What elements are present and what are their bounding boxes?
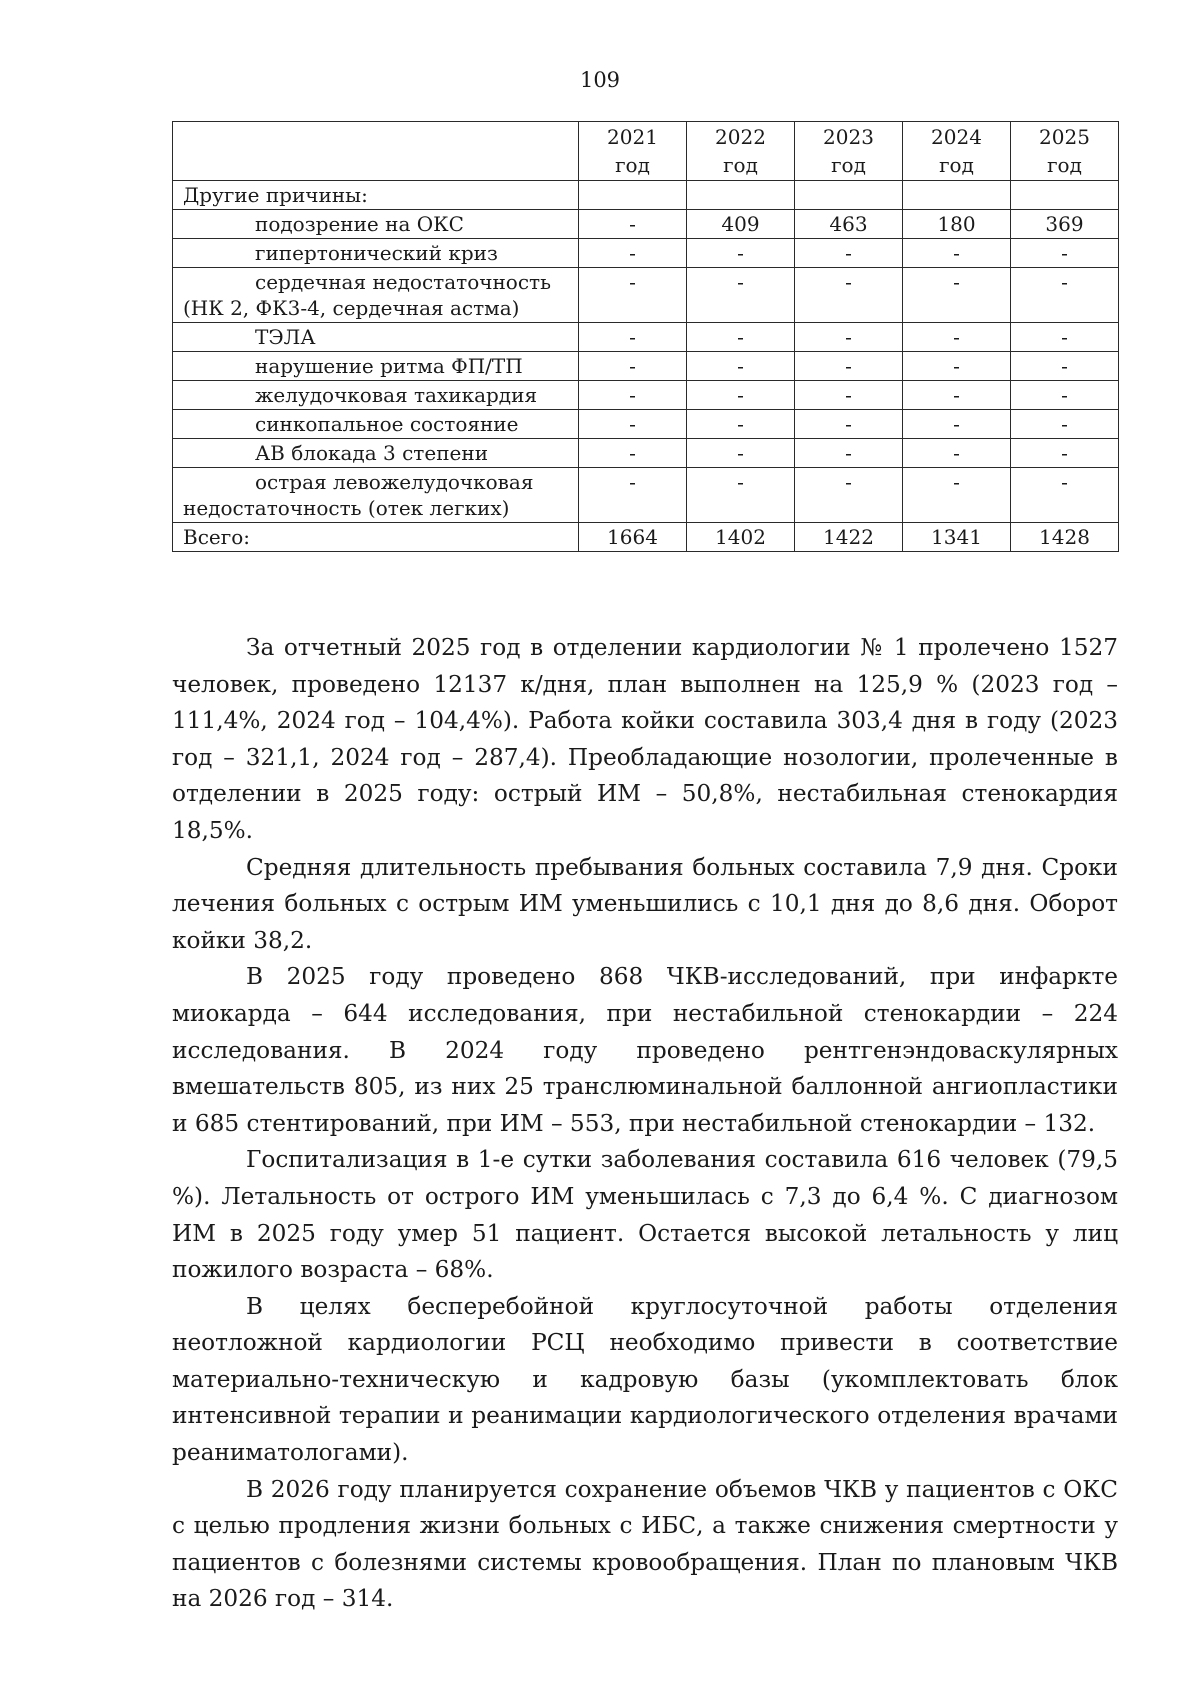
row-value: -	[903, 352, 1011, 381]
row-value: -	[579, 268, 687, 323]
table-row	[173, 268, 1119, 323]
row-value: 463	[795, 210, 903, 239]
row-value: -	[795, 352, 903, 381]
row-value: -	[579, 410, 687, 439]
total-value-2025: 1428	[1011, 523, 1119, 552]
row-value: -	[687, 381, 795, 410]
body-paragraph: В 2025 году проведено 868 ЧКВ-исследований, при инфаркте миокарда – 644 исследования, при нестабильной стенокардии – 224 исследования. В 2024 году проведено рентгенэндоваскулярных вмешательств 805, из них 25 транслюминальной баллонной ангиопластики и 685 стентирований, при ИМ – 553, при нестабильной стенокардии – 132.	[172, 963, 1118, 1137]
row-label-line1: подозрение на ОКС	[255, 212, 464, 236]
body-paragraph: В целях бесперебойной круглосуточной работы отделения неотложной кардиологии РСЦ необходимо привести в соответствие материально-техническую и кадровую базы (укомплектовать блок интенсивной терапии и реанимации кардиологического отделения врачами реаниматологами).	[172, 1292, 1118, 1467]
row-value: -	[903, 381, 1011, 410]
row-value: -	[903, 439, 1011, 468]
row-value: -	[1011, 468, 1119, 523]
body-paragraph: За отчетный 2025 год в отделении кардиологии № 1 пролечено 1527 человек, проведено 12137 к/дня, план выполнен на 125,9 % (2023 год – 111,4%, 2024 год – 104,4%). Работа койки составила 303,4 дня в году (2023 год – 321,1, 2024 год – 287,4). Преобладающие нозологии, пролеченные в отделении в 2025 году: острый ИМ – 50,8%, нестабильная стенокардия 18,5%.	[172, 634, 1118, 844]
row-value: -	[1011, 323, 1119, 352]
row-value: -	[687, 323, 795, 352]
row-label	[173, 210, 579, 239]
row-value: -	[687, 352, 795, 381]
table-row	[173, 410, 1119, 439]
row-label	[173, 239, 579, 268]
row-label-line1: острая левожелудочковая	[255, 470, 534, 494]
row-value: -	[795, 439, 903, 468]
row-value: -	[579, 381, 687, 410]
row-label	[173, 381, 579, 410]
row-label	[173, 410, 579, 439]
table-header-empty-cell	[173, 122, 579, 181]
row-value: -	[579, 468, 687, 523]
table-row	[173, 210, 1119, 239]
table-row	[173, 352, 1119, 381]
row-value: 369	[1011, 210, 1119, 239]
total-value-2023: 1422	[795, 523, 903, 552]
row-label-line1: ТЭЛА	[255, 325, 316, 349]
body-paragraph: Средняя длительность пребывания больных составила 7,9 дня. Сроки лечения больных с острым ИМ уменьшились с 10,1 дня до 8,6 дня. Оборот койки 38,2.	[172, 853, 1118, 954]
row-label-line1: АВ блокада 3 степени	[255, 441, 489, 465]
row-value: -	[579, 439, 687, 468]
body-text	[172, 630, 1118, 1618]
row-label	[173, 352, 579, 381]
row-value: -	[1011, 381, 1119, 410]
row-value: -	[903, 323, 1011, 352]
body-paragraph: В 2026 году планируется сохранение объемов ЧКВ у пациентов с ОКС с целью продления жизни больных с ИБС, а также снижения смертности у пациентов с болезнями системы кровообращения. План по плановым ЧКВ на 2026 год – 314.	[172, 1475, 1118, 1613]
row-value: -	[903, 268, 1011, 323]
row-value: -	[903, 239, 1011, 268]
table-header-2022: 2022 год	[687, 122, 795, 181]
row-value: -	[795, 468, 903, 523]
row-label-line1: синкопальное состояние	[255, 412, 519, 436]
body-paragraph: Госпитализация в 1-е сутки заболевания составила 616 человек (79,5 %). Летальность от острого ИМ уменьшилась с 7,3 до 6,4 %. С диагнозом ИМ в 2025 году умер 51 пациент. Остается высокой летальность у лиц пожилого возраста – 68%.	[172, 1146, 1118, 1284]
page-number: 109	[579, 68, 621, 92]
table-header-2021: 2021 год	[579, 122, 687, 181]
row-value: -	[579, 352, 687, 381]
row-value: -	[795, 410, 903, 439]
row-value: -	[687, 239, 795, 268]
row-label	[173, 468, 579, 523]
row-label	[173, 439, 579, 468]
row-value: -	[903, 410, 1011, 439]
table-row	[173, 439, 1119, 468]
total-label: Всего:	[173, 523, 579, 552]
table-row	[173, 381, 1119, 410]
row-label-line1: гипертонический криз	[255, 241, 498, 265]
table-data-rows	[173, 210, 1119, 523]
row-label-line1: желудочковая тахикардия	[255, 383, 538, 407]
table-section-row	[173, 181, 1119, 210]
table-row	[173, 468, 1119, 523]
table-header-2024: 2024 год	[903, 122, 1011, 181]
row-value: -	[579, 210, 687, 239]
table-row	[173, 323, 1119, 352]
row-label-line2: недостаточность (отек легких)	[183, 496, 510, 520]
row-label-line1: нарушение ритма ФП/ТП	[255, 354, 523, 378]
row-value: 180	[903, 210, 1011, 239]
row-value: -	[579, 323, 687, 352]
row-value: -	[795, 239, 903, 268]
table-total-row	[173, 523, 1119, 552]
row-value: -	[1011, 439, 1119, 468]
row-value: -	[687, 439, 795, 468]
row-value: -	[1011, 352, 1119, 381]
row-label	[173, 268, 579, 323]
row-label	[173, 323, 579, 352]
table-header-2023: 2023 год	[795, 122, 903, 181]
table-header-2025: 2025 год	[1011, 122, 1119, 181]
row-value: -	[903, 468, 1011, 523]
row-value: -	[687, 268, 795, 323]
total-value-2022: 1402	[687, 523, 795, 552]
row-value: -	[687, 410, 795, 439]
row-value: -	[795, 268, 903, 323]
row-label-line2: (НК 2, ФК3-4, сердечная астма)	[183, 296, 520, 320]
section-label: Другие причины:	[173, 181, 579, 210]
row-value: 409	[687, 210, 795, 239]
total-value-2024: 1341	[903, 523, 1011, 552]
row-value: -	[795, 323, 903, 352]
table-row	[173, 239, 1119, 268]
row-value: -	[1011, 268, 1119, 323]
row-value: -	[579, 239, 687, 268]
cardiology-table	[172, 121, 1119, 552]
row-value: -	[1011, 239, 1119, 268]
total-value-2021: 1664	[579, 523, 687, 552]
row-value: -	[1011, 410, 1119, 439]
table-header-row	[173, 122, 1119, 181]
row-label-line1: сердечная недостаточность	[255, 270, 552, 294]
row-value: -	[687, 468, 795, 523]
row-value: -	[795, 381, 903, 410]
